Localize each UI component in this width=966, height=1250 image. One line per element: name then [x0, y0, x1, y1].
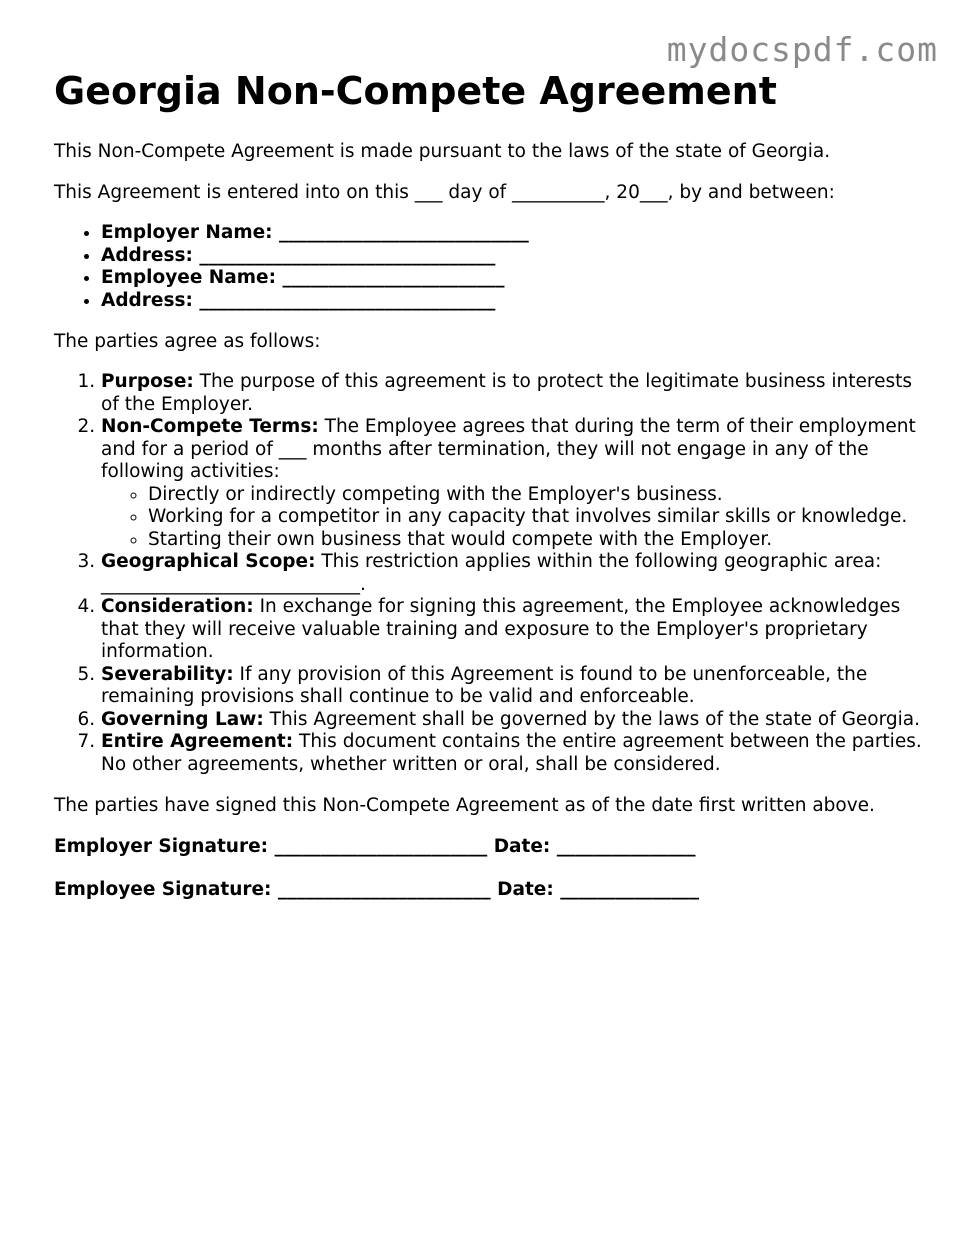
terms-list: [54, 371, 924, 776]
party-employee-address: • Address: ________________________________: [101, 290, 924, 313]
agree-paragraph: The parties agree as follows:: [54, 331, 321, 352]
term-non-compete: 2. Non-Compete Terms: The Employee agrees that during the term of their employment and for a period of ___ months after termination, they will not engage in any of the following activities: ◦ Directly or indirectly competing with the Employer's business. ◦ Working for a competitor in any capacity that involves similar skills or knowledge. ◦ Starting their own business that would compete with the Employer.: [101, 416, 924, 551]
document-page: [54, 66, 924, 921]
activity-item: ◦ Directly or indirectly competing with the Employer's business.: [148, 484, 924, 507]
parties-list: [54, 222, 924, 312]
term-consideration: 4. Consideration: In exchange for signing this agreement, the Employee acknowledges that they will receive valuable training and exposure to the Employer's proprietary information.: [101, 596, 924, 664]
entered-into-paragraph: This Agreement is entered into on this ___ day of __________, 20___, by and between:: [54, 182, 835, 203]
term-governing-law: 6. Governing Law: This Agreement shall be governed by the laws of the state of Georgia.: [101, 709, 924, 732]
term-entire-agreement: 7. Entire Agreement: This document contains the entire agreement between the parties. No other agreements, whether written or oral, shall be considered.: [101, 731, 924, 776]
intro-paragraph: This Non-Compete Agreement is made pursuant to the laws of the state of Georgia.: [54, 141, 831, 162]
party-employer-address: • Address: ________________________________: [101, 245, 924, 268]
activity-item: ◦ Working for a competitor in any capacity that involves similar skills or knowledge.: [148, 506, 924, 529]
term-purpose: 1. Purpose: The purpose of this agreement is to protect the legitimate business interests of the Employer.: [101, 371, 924, 416]
employer-signature-line: Employer Signature: _______________________ Date: _______________: [54, 836, 696, 857]
term-geographical-scope: 3. Geographical Scope: This restriction applies within the following geographic area: ____________________________.: [101, 551, 924, 596]
activity-item: ◦ Starting their own business that would compete with the Employer.: [148, 529, 924, 552]
closing-paragraph: The parties have signed this Non-Compete Agreement as of the date first written above.: [54, 795, 875, 816]
non-compete-activities: [101, 484, 924, 552]
term-severability: 5. Severability: If any provision of this Agreement is found to be unenforceable, the remaining provisions shall continue to be valid and enforceable.: [101, 664, 924, 709]
party-employer-name: • Employer Name: ___________________________: [101, 222, 924, 245]
watermark-text: mydocspdf.com: [666, 30, 938, 69]
party-employee-name: • Employee Name: ________________________: [101, 267, 924, 290]
employee-signature-line: Employee Signature: _______________________ Date: _______________: [54, 879, 699, 900]
document-title: Georgia Non-Compete Agreement: [54, 69, 777, 113]
